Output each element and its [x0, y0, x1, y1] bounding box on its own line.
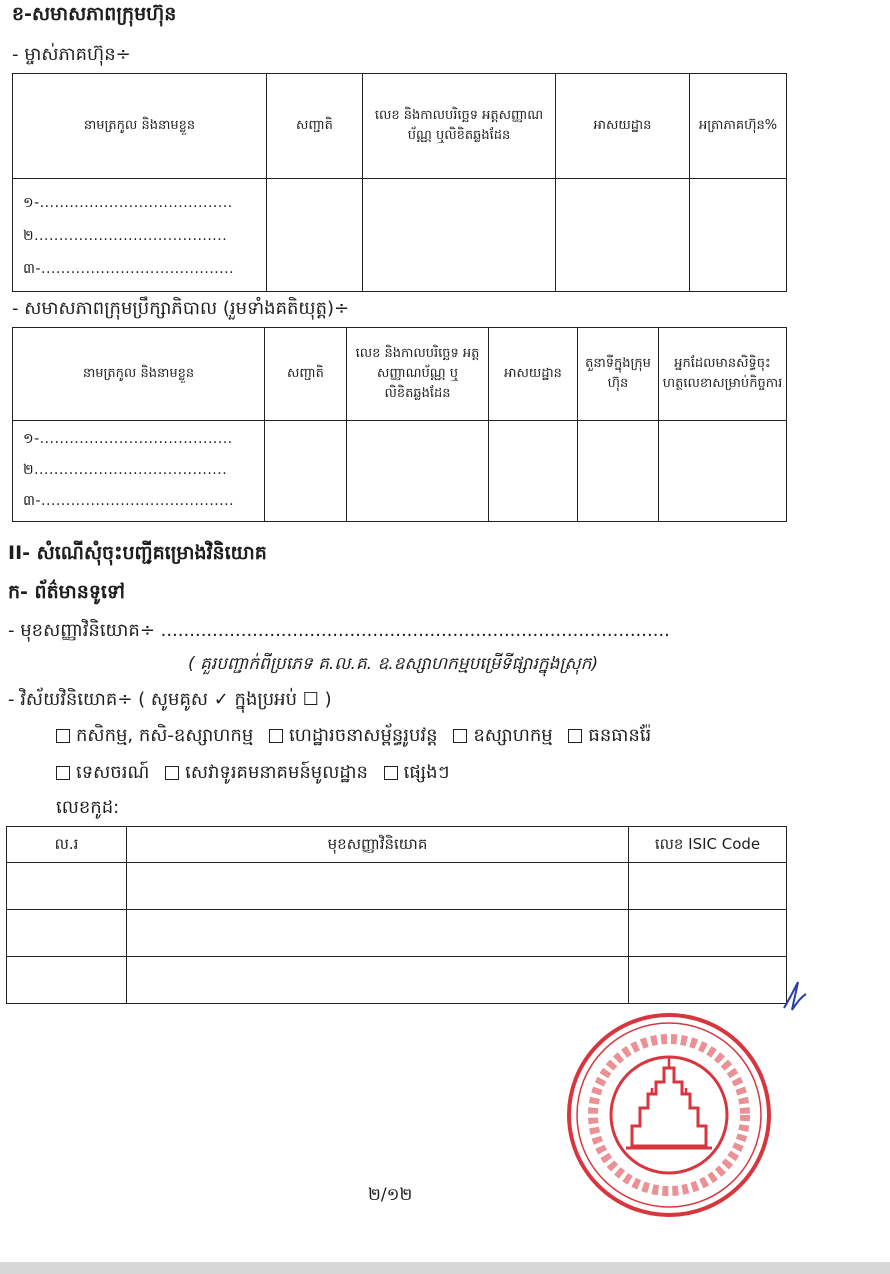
sector-option[interactable] — [165, 762, 368, 783]
checkbox[interactable] — [269, 729, 283, 743]
sector-row-1 — [56, 723, 651, 750]
table-header-row — [13, 74, 787, 179]
address-cell — [489, 421, 578, 522]
sector-tourism-label: ទេសចរណ៍ — [76, 762, 150, 783]
sector-mineral-label: ធនធានរ៉ែ — [588, 725, 652, 746]
header-isic-code: លេខ ISIC Code — [629, 827, 787, 863]
checkbox[interactable] — [568, 729, 582, 743]
shareholders-table — [12, 73, 787, 292]
header-signatory: អ្នកដែលមានសិទ្ធិចុះហត្ថលេខាសម្រាប់កិច្ចការ — [659, 328, 787, 421]
table-header-row — [7, 827, 787, 863]
nationality-cell — [265, 421, 347, 522]
isic-cell — [629, 863, 787, 910]
role-cell — [578, 421, 659, 522]
project-name-line: - មុខសញ្ញាវិនិយោគ÷ ......................................................................................... — [8, 620, 670, 641]
checkbox[interactable] — [165, 766, 179, 780]
header-name: នាមត្រកូល និងនាមខ្លួន — [13, 328, 265, 421]
sector-telecom-label: សេវាទូរគមនាគមន៍មូលដ្ឋាន — [185, 762, 368, 783]
name-line-3: ៣-....................................... — [23, 493, 235, 509]
project-cell — [127, 863, 629, 910]
sector-option[interactable] — [269, 725, 438, 746]
id-cell — [363, 179, 556, 292]
header-project: មុខសញ្ញាវិនិយោគ — [127, 827, 629, 863]
section-2-title: ខ-សមាសភាពក្រុមហ៊ុន — [12, 3, 177, 25]
header-address: អាសយដ្ឋាន — [489, 328, 578, 421]
nationality-cell — [267, 179, 363, 292]
table-row — [13, 179, 787, 292]
sector-other-label: ផ្សេងៗ — [403, 762, 450, 783]
header-nationality: សញ្ជាតិ — [267, 74, 363, 179]
shareholders-label: - ម្ចាស់ភាគហ៊ុន÷ — [12, 44, 131, 65]
isic-cell — [629, 910, 787, 957]
names-cell — [13, 179, 267, 292]
sector-option[interactable] — [384, 762, 450, 783]
checkbox[interactable] — [453, 729, 467, 743]
checkbox[interactable] — [56, 729, 70, 743]
page-number: ២/១២ — [368, 1185, 413, 1205]
header-id: លេខ និងកាលបរិច្ឆេទ អត្តសញ្ញាណប័ណ្ណ ឬលិខិតឆ្លងដែន — [347, 328, 489, 421]
code-label: លេខកូដ: — [56, 797, 120, 818]
header-nationality: សញ្ជាតិ — [265, 328, 347, 421]
isic-table — [6, 826, 787, 1004]
sector-option[interactable] — [453, 725, 552, 746]
header-number: ល.រ — [7, 827, 127, 863]
board-label: - សមាសភាពក្រុមប្រឹក្សាភិបាល (រួមទាំងគតិយុត្ត)÷ — [12, 298, 350, 319]
sector-row-2 — [56, 760, 449, 787]
checkbox[interactable] — [56, 766, 70, 780]
number-cell — [7, 863, 127, 910]
header-role: តួនាទីក្នុងក្រុមហ៊ុន — [578, 328, 659, 421]
section-ka-title: ក- ព័ត៌មានទូទៅ — [8, 581, 126, 603]
project-cell — [127, 957, 629, 1004]
name-line-2: ២....................................... — [23, 462, 228, 478]
section-ii-title: II- សំណើសុំចុះបញ្ជីគម្រោងវិនិយោគ — [8, 542, 267, 564]
share-rate-cell — [690, 179, 787, 292]
sector-option[interactable] — [56, 762, 149, 783]
sector-option[interactable] — [56, 725, 253, 746]
number-cell — [7, 910, 127, 957]
header-id: លេខ និងកាលបរិច្ឆេទ អត្តសញ្ញាណប័ណ្ណ ឬលិខិតឆ្លងដែន — [363, 74, 556, 179]
name-line-3: ៣-....................................... — [23, 261, 235, 277]
header-address: អាសយដ្ឋាន — [556, 74, 690, 179]
isic-cell — [629, 957, 787, 1004]
sector-option[interactable] — [568, 725, 651, 746]
name-line-2: ២....................................... — [23, 228, 228, 244]
header-share-rate: អត្រាភាគហ៊ុន% — [690, 74, 787, 179]
name-line-1: ១-....................................... — [23, 431, 233, 447]
table-row — [7, 910, 787, 957]
number-cell — [7, 957, 127, 1004]
project-name-hint: ( គួរបញ្ជាក់ពីប្រភេទ គ.ល.គ. ឧ.ឧស្សាហកម្មបម្រើទីផ្សារក្នុងស្រុក) — [188, 654, 599, 674]
checkbox[interactable] — [384, 766, 398, 780]
names-cell — [13, 421, 265, 522]
id-cell — [347, 421, 489, 522]
sector-label: - វិស័យវិនិយោគ÷ ( សូមគូស ✓ ក្នុងប្រអប់ ☐ ) — [8, 689, 332, 710]
official-seal-stamp — [560, 1008, 778, 1222]
header-name: នាមត្រកូល និងនាមខ្លួន — [13, 74, 267, 179]
sector-agriculture-label: កសិកម្ម, កសិ-ឧស្សាហកម្ម — [76, 725, 254, 746]
name-line-1: ១-....................................... — [23, 195, 233, 211]
sector-industry-label: ឧស្សាហកម្ម — [473, 725, 553, 746]
board-table — [12, 327, 787, 522]
table-row — [7, 957, 787, 1004]
table-row — [7, 863, 787, 910]
signature-mark — [780, 978, 810, 1018]
sector-infrastructure-label: ហេដ្ឋារចនាសម្ព័ន្ធរូបវន្ត — [289, 725, 438, 746]
table-row — [13, 421, 787, 522]
project-cell — [127, 910, 629, 957]
scan-bottom-edge — [0, 1262, 890, 1274]
signatory-cell — [659, 421, 787, 522]
address-cell — [556, 179, 690, 292]
table-header-row — [13, 328, 787, 421]
